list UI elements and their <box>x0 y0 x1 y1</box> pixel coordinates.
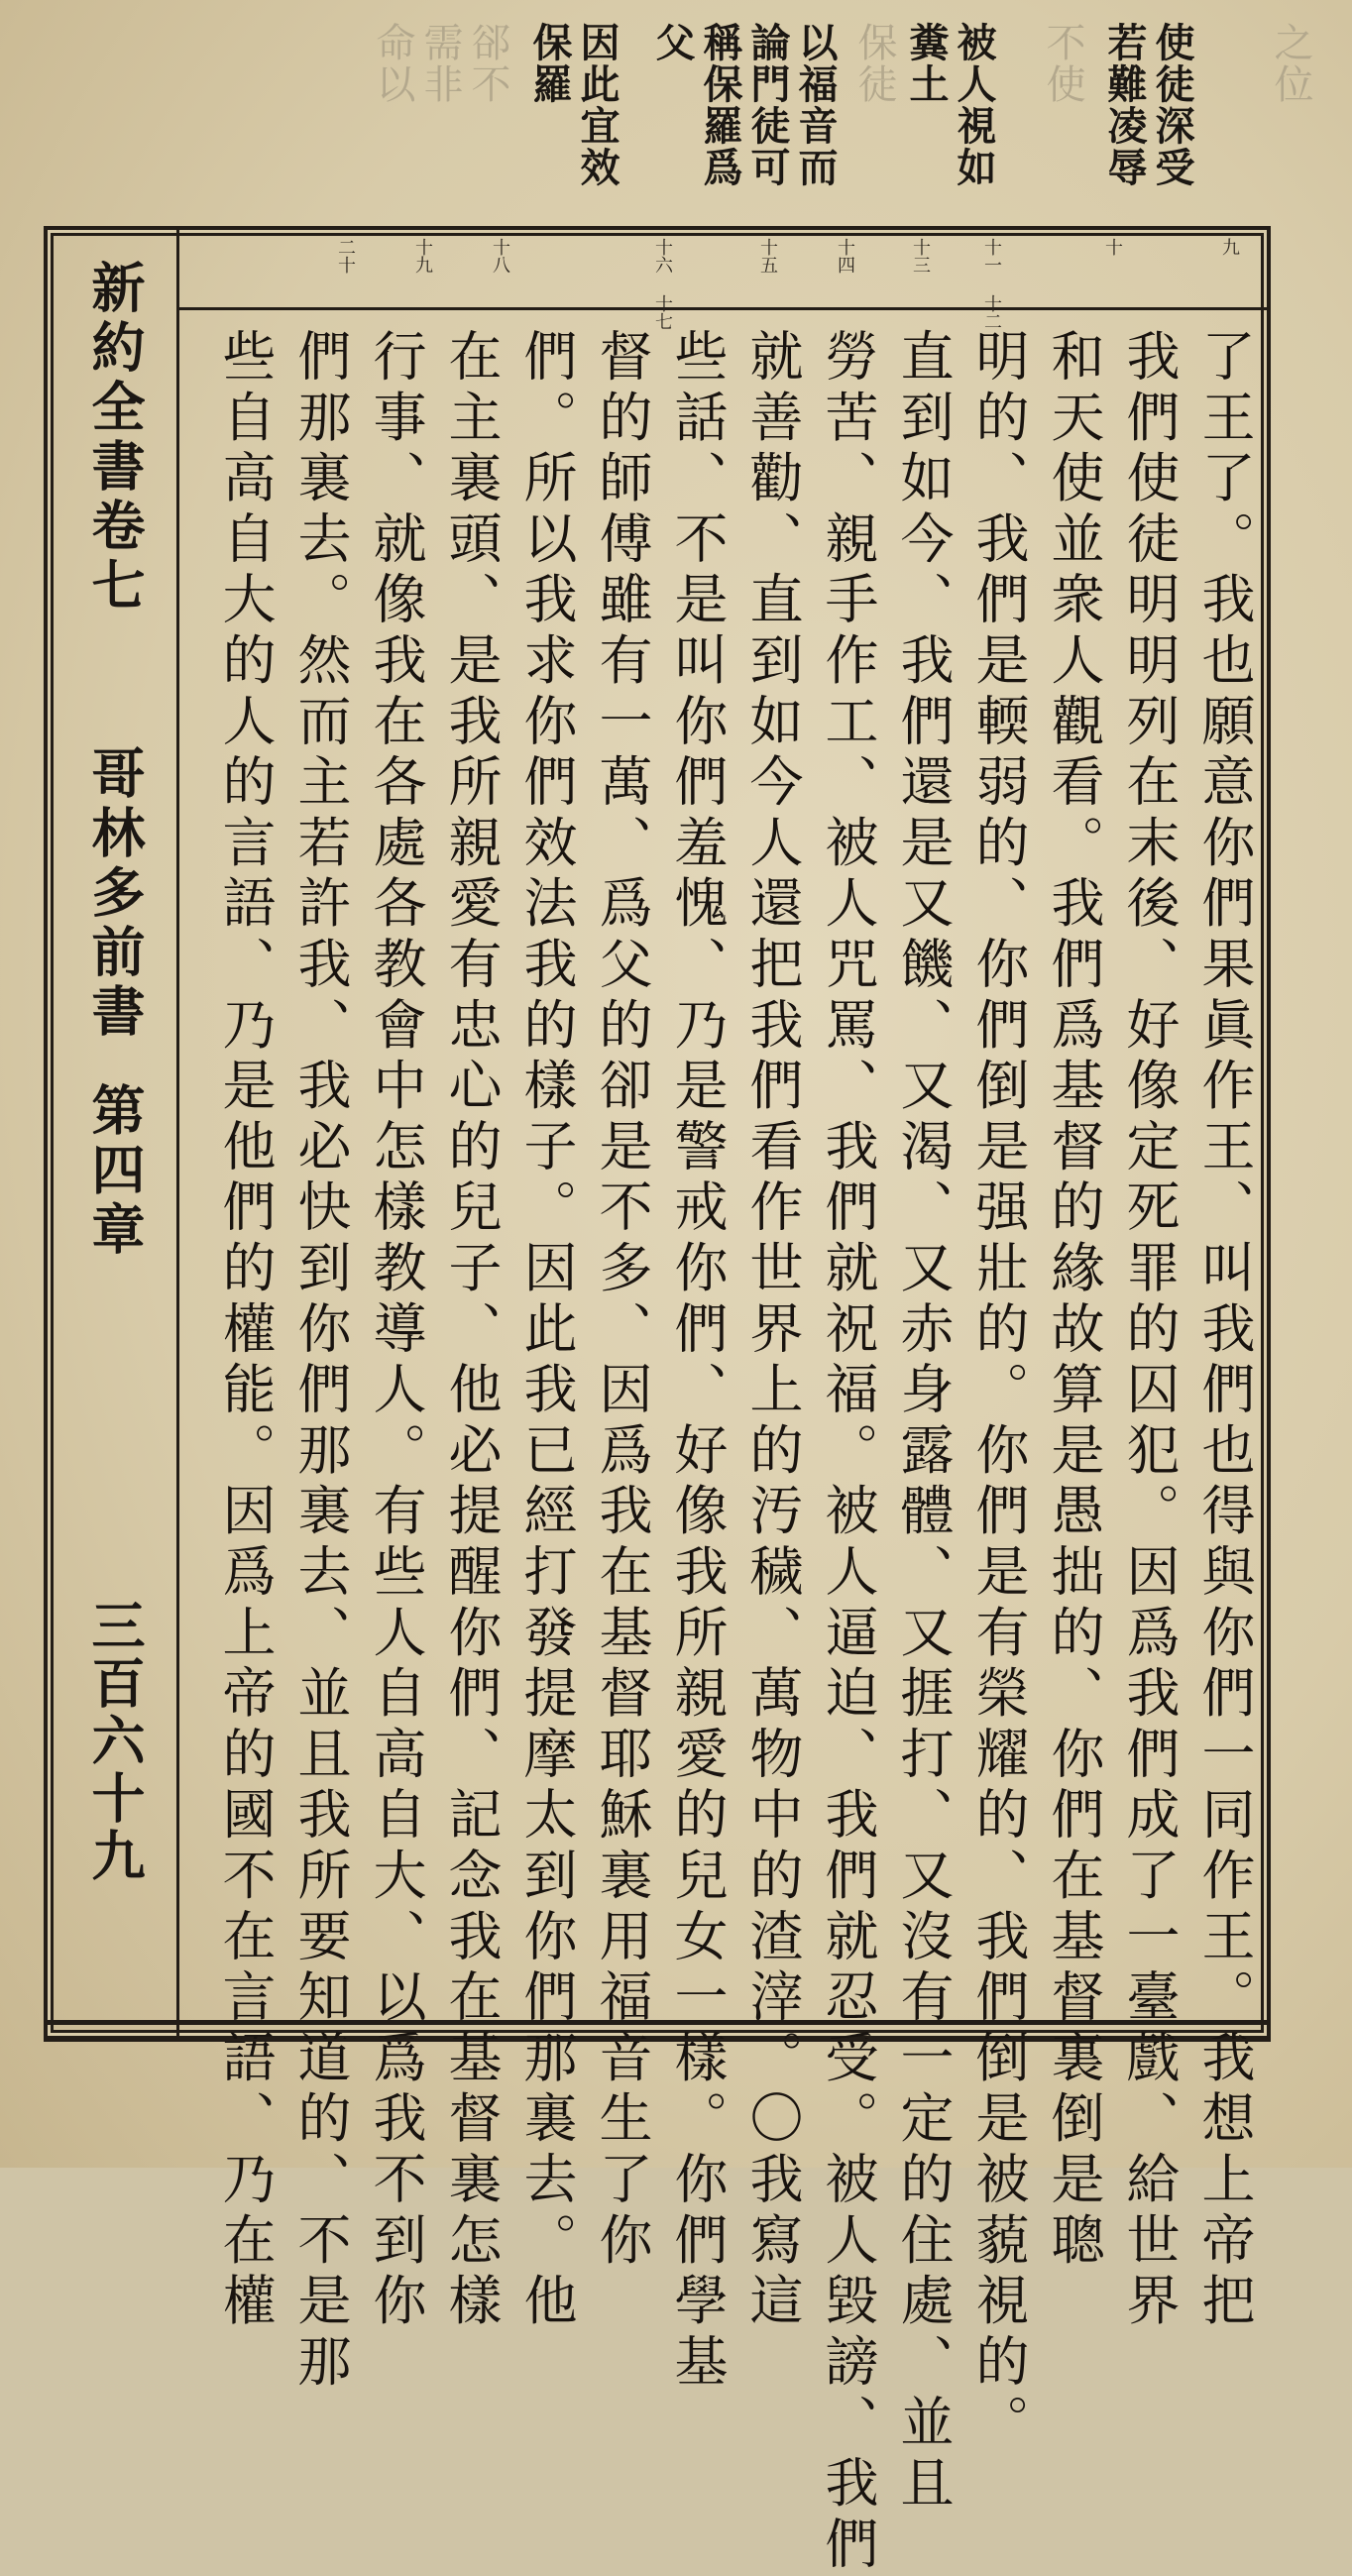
annotation-line: 論門徒可 <box>744 22 791 188</box>
text-column: 在主裏頭、是我所親愛有忠心的兒子、他必提醒你們、記念我在基督裏怎樣 <box>440 328 503 2333</box>
text-column: 行事、就像我在各處各教會中怎樣教導人。有些人自高自大、以爲我不到你 <box>365 328 427 2333</box>
verse-number: 十一 十二 <box>981 238 1002 330</box>
verse-number: 十五 <box>757 238 778 274</box>
annotation-line: 若難凌辱 <box>1101 22 1148 188</box>
verse-number: 十四 <box>835 238 855 274</box>
text-column: 勞苦、親手作工、被人咒罵、我們就祝福。被人逼迫、我們就忍受。被人毀謗、我們 <box>817 328 879 2576</box>
text-column: 督的師傅雖有一萬、爲父的卻是不多、因爲我在基督耶穌裏用福音生了你 <box>591 328 653 2273</box>
verse-number: 十九 <box>412 238 433 274</box>
annotation-line: 因此宜效 <box>574 22 620 188</box>
epistle-title: 哥林多前書 <box>83 745 147 1043</box>
text-column: 們。所以我求你們效法我的樣子。因此我已經打發提摩太到你們那裏去。他 <box>515 328 578 2333</box>
annotation-line: 稱保羅爲 <box>697 22 743 188</box>
faint-note: 保徒 <box>851 22 897 105</box>
faint-note: 命以 <box>370 22 415 105</box>
annotation-line: 使徒深受 <box>1149 22 1195 188</box>
verse-number: 十八 <box>490 238 510 274</box>
text-column: 和天使並衆人觀看。我們爲基督的緣故算是愚拙的、你們在基督裏倒是聰 <box>1043 328 1105 2273</box>
text-column: 我們使徒明明列在末後、好像定死罪的囚犯。因爲我們成了一臺戲、給世界 <box>1118 328 1181 2333</box>
annotation-line: 被人視如 <box>951 22 997 188</box>
margin-column <box>48 230 179 2036</box>
faint-note: 不使 <box>1040 22 1085 105</box>
text-column: 直到如今、我們還是又饑、又渴、又赤身露體、又捱打、又沒有一定的住處、並且 <box>892 328 955 2516</box>
annotation-line: 父 <box>649 22 696 63</box>
text-column: 些自高自大的人的言語、乃是他們的權能。因爲上帝的國不在言語、乃在權 <box>214 328 277 2333</box>
annotation-line: 糞土 <box>903 22 950 105</box>
scripture-text <box>176 310 1267 2576</box>
annotation-line: 保羅 <box>526 22 573 105</box>
verse-number-row <box>176 230 1267 330</box>
text-column: 了王了。我也願意你們果眞作王、叫我們也得與你們一同作王。我想上帝把 <box>1193 328 1256 2333</box>
verse-number: 九 <box>1219 238 1240 256</box>
faint-note: 之位 <box>1268 22 1313 105</box>
faint-note: 郤不 <box>465 22 510 105</box>
chapter-label: 第四章 <box>83 1082 147 1261</box>
text-column: 明的、我們是輭弱的、你們倒是强壯的。你們是有榮耀的、我們倒是被藐視的。 <box>967 328 1030 2455</box>
text-frame <box>44 226 1271 2576</box>
verse-number: 二十 <box>335 238 356 274</box>
bottom-rule <box>44 2020 1271 2042</box>
verse-number: 十六 十七 <box>652 238 673 330</box>
text-column: 們那裏去。然而主若許我、我必快到你們那裏去、並且我所要知道的、不是那 <box>289 328 352 2395</box>
text-column: 就善勸、直到如今人還把我們看作世界上的汚穢、萬物中的渣滓。〇我寫這 <box>741 328 804 2333</box>
verse-number: 十三 <box>910 238 931 274</box>
faint-note: 需非 <box>417 22 463 105</box>
text-column: 些話、不是叫你們羞愧、乃是警戒你們、好像我所親愛的兒女一樣。你們學基 <box>666 328 729 2395</box>
page-number: 三百六十九 <box>83 1598 147 1885</box>
verse-number: 十 <box>1102 238 1123 256</box>
top-annotations <box>341 22 1313 220</box>
book-title: 新約全書卷七 <box>83 260 147 616</box>
annotation-line: 以福音而 <box>792 22 839 188</box>
